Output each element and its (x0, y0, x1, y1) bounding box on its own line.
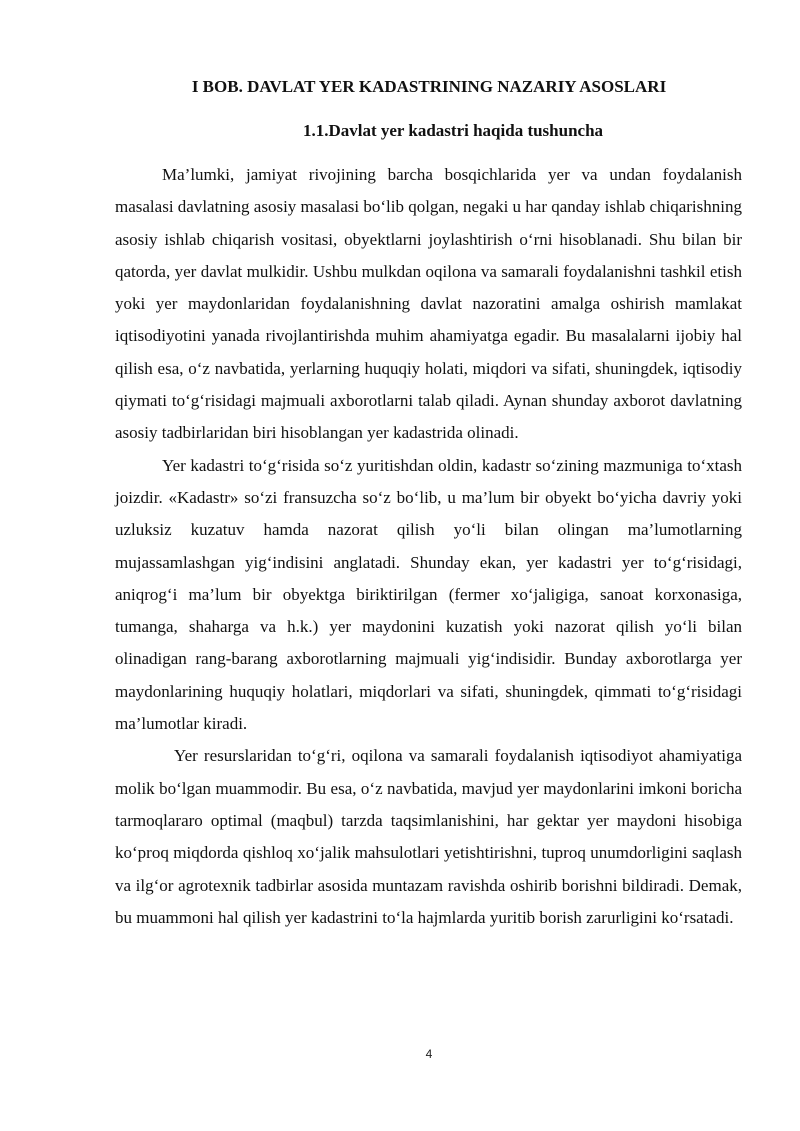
body-text (115, 159, 742, 934)
paragraph-2: Yer kadastri to‘g‘risida so‘z yuritishdan oldin, kadastr so‘zining mazmuniga to‘xtash joizdir. «Kadastr» so‘zi fransuzcha so‘z bo‘lib, u ma’lum bir obyekt bo‘yicha davriy yoki uzluksiz kuzatuv hamda nazorat qilish yo‘li bilan olingan ma’lumotlarning mujassamlashgan yig‘indisini anglatadi. Shunday ekan, yer kadastri yer to‘g‘risidagi, aniqrog‘i ma’lum bir obyektga biriktirilgan (fermer xo‘jaligiga, sanoat korxonasiga, tumanga, shaharga va h.k.) yer maydonini kuzatish yoki nazorat qilish yo‘li bilan olinadigan rang-barang axborotlarning majmuali yig‘indisidir. Bunday axborotlarga yer maydonlarining huquqiy holatlari, miqdorlari va sifati, shuningdek, qimmati to‘g‘risidagi ma’lumotlar kiradi. (115, 455, 742, 734)
paragraph-1: Ma’lumki, jamiyat rivojining barcha bosqichlarida yer va undan foydalanish masalasi davlatning asosiy masalasi bo‘lib qolgan, negaki u har qanday ishlab chiqarishning asosiy ishlab chiqarish vositasi, obyektlarni joylashtirish o‘rni hisoblanadi. Shu bilan bir qatorda, yer davlat mulkidir. Ushbu mulkdan oqilona va samarali foydalanishni tashkil etish yoki yer maydonlaridan foydalanishning davlat nazoratini amalga oshirish mamlakat iqtisodiyotini yanada rivojlantirishda muhim ahamiyatga egadir. Bu masalalarni ijobiy hal qilish esa, o‘z navbatida, yerlarning huquqiy holati, miqdori va sifati, shuningdek, iqtisodiy qiymati to‘g‘risidagi majmuali axborotlarni talab qiladi. Aynan shunday axborot davlatning asosiy tadbirlaridan biri hisoblangan yer kadastrida olinadi. (115, 165, 742, 443)
paragraph-3: Yer resurslaridan to‘g‘ri, oqilona va samarali foydalanish iqtisodiyot ahamiyatiga molik bo‘lgan muammodir. Bu esa, o‘z navbatida, mavjud yer maydonlarini imkoni boricha tarmoqlararo optimal (maqbul) tarzda taqsimlanishini, har gektar yer maydoni hisobiga ko‘proq miqdorda qishloq xo‘jalik mahsulotlari yetishtirishni, tuproq unumdorligini saqlash va ilg‘or agrotexnik tadbirlar asosida muntazam ravishda oshirib borishni bildiradi. Demak, bu muammoni hal qilish yer kadastrini to‘la hajmlarda yuritib borish zarurligini ko‘rsatadi. (115, 746, 742, 927)
chapter-title: I BOB. DAVLAT YER KADASTRINING NAZARIY ASOSLARI (191, 77, 667, 96)
section-title: 1.1.Davlat yer kadastri haqida tushuncha (302, 121, 604, 140)
page-number: 4 (425, 1047, 433, 1061)
